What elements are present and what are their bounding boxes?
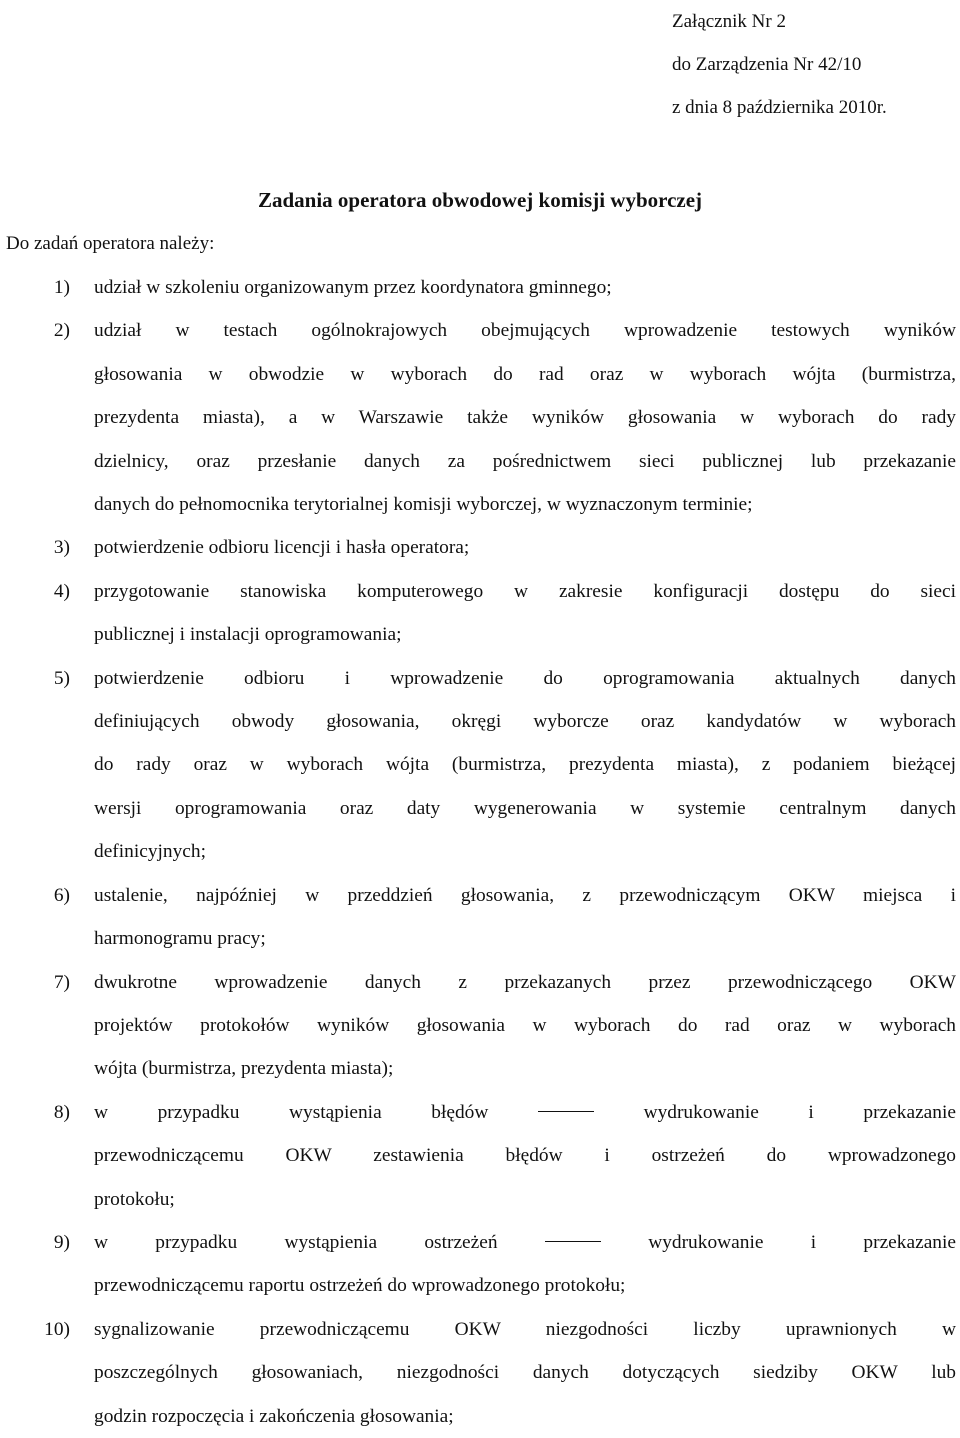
list-item-number: 3) — [53, 537, 70, 559]
list-item-number: 6) — [53, 884, 70, 906]
list-item-line: projektów protokołów wyników głosowania w wyborach do rad oraz w wyborach — [94, 1014, 956, 1036]
em-dash — [538, 1111, 594, 1112]
list-item — [0, 961, 956, 1091]
list-item-number: 4) — [53, 580, 70, 602]
list-item-number: 9) — [53, 1231, 70, 1253]
list-item-number: 1) — [53, 277, 70, 298]
list-item — [0, 570, 956, 657]
list-item-line: definicyjnych; — [94, 841, 206, 863]
list-item-line: potwierdzenie odbioru i wprowadzenie do oprogramowania aktualnych danych — [94, 667, 956, 689]
em-dash — [545, 1241, 601, 1242]
list-item-line: godzin rozpoczęcia i zakończenia głosowania; — [94, 1405, 454, 1427]
list-item-line: przewodniczącemu raportu ostrzeżeń do wprowadzonego protokołu; — [94, 1275, 626, 1297]
list-item-number: 2) — [53, 320, 70, 342]
attachment-order: do Zarządzenia Nr 42/10 — [672, 54, 862, 75]
list-item-line: udział w testach ogólnokrajowych obejmujących wprowadzenie testowych wyników — [94, 320, 956, 342]
list-item — [0, 1091, 956, 1221]
list-item-number: 7) — [53, 971, 70, 993]
list-item — [0, 266, 956, 309]
list-item — [0, 1221, 956, 1308]
list-item-line: w przypadku wystąpienia ostrzeżeń wydrukowanie i przekazanie — [94, 1231, 956, 1253]
list-item-line: głosowania w obwodzie w wyborach do rad oraz w wyborach wójta (burmistrza, — [94, 363, 956, 385]
list-item-line: protokołu; — [94, 1188, 175, 1210]
attachment-number: Załącznik Nr 2 — [672, 11, 786, 32]
attachment-date: z dnia 8 października 2010r. — [672, 97, 887, 118]
document-title: Zadania operatora obwodowej komisji wyborczej — [257, 188, 703, 212]
list-item-line: dwukrotne wprowadzenie danych z przekazanych przez przewodniczącego OKW — [94, 971, 956, 993]
list-item-line: udział w szkoleniu organizowanym przez koordynatora gminnego; — [94, 277, 612, 298]
list-item-line: definiujących obwody głosowania, okręgi wyborcze oraz kandydatów w wyborach — [94, 711, 956, 733]
list-item — [0, 1308, 956, 1438]
attachment-header — [672, 0, 887, 129]
list-item — [0, 874, 956, 961]
intro-text: Do zadań operatora należy: — [6, 233, 215, 254]
list-item-line: wersji oprogramowania oraz daty wygenerowania w systemie centralnym danych — [94, 797, 956, 819]
list-item-line: publicznej i instalacji oprogramowania; — [94, 624, 402, 646]
list-item-line: harmonogramu pracy; — [94, 928, 266, 950]
task-list — [0, 266, 956, 1438]
list-item-line: ustalenie, najpóźniej w przeddzień głosowania, z przewodniczącym OKW miejsca i — [94, 884, 956, 906]
list-item — [0, 526, 956, 569]
list-item-line: do rady oraz w wyborach wójta (burmistrza, prezydenta miasta), z podaniem bieżącej — [94, 754, 956, 776]
list-item-line: poszczególnych głosowaniach, niezgodności danych dotyczących siedziby OKW lub — [94, 1362, 956, 1384]
list-item-line: w przypadku wystąpienia błędów wydrukowanie i przekazanie — [94, 1101, 956, 1123]
list-item-line: przygotowanie stanowiska komputerowego w zakresie konfiguracji dostępu do sieci — [94, 580, 956, 602]
list-item-number: 8) — [53, 1101, 70, 1123]
list-item-number: 5) — [53, 667, 70, 689]
list-item-line: przewodniczącemu OKW zestawienia błędów i ostrzeżeń do wprowadzonego — [94, 1145, 956, 1167]
list-item-line: danych do pełnomocnika terytorialnej komisji wyborczej, w wyznaczonym terminie; — [94, 494, 753, 516]
list-item — [0, 309, 956, 526]
list-item-line: sygnalizowanie przewodniczącemu OKW niezgodności liczby uprawnionych w — [94, 1318, 956, 1340]
list-item-number: 10) — [44, 1318, 70, 1340]
list-item-line: wójta (burmistrza, prezydenta miasta); — [94, 1058, 394, 1080]
list-item-line: prezydenta miasta), a w Warszawie także wyników głosowania w wyborach do rady — [94, 407, 956, 429]
list-item-line: potwierdzenie odbioru licencji i hasła operatora; — [94, 537, 470, 559]
list-item-line: dzielnicy, oraz przesłanie danych za pośrednictwem sieci publicznej lub przekazanie — [94, 450, 956, 472]
list-item — [0, 657, 956, 874]
